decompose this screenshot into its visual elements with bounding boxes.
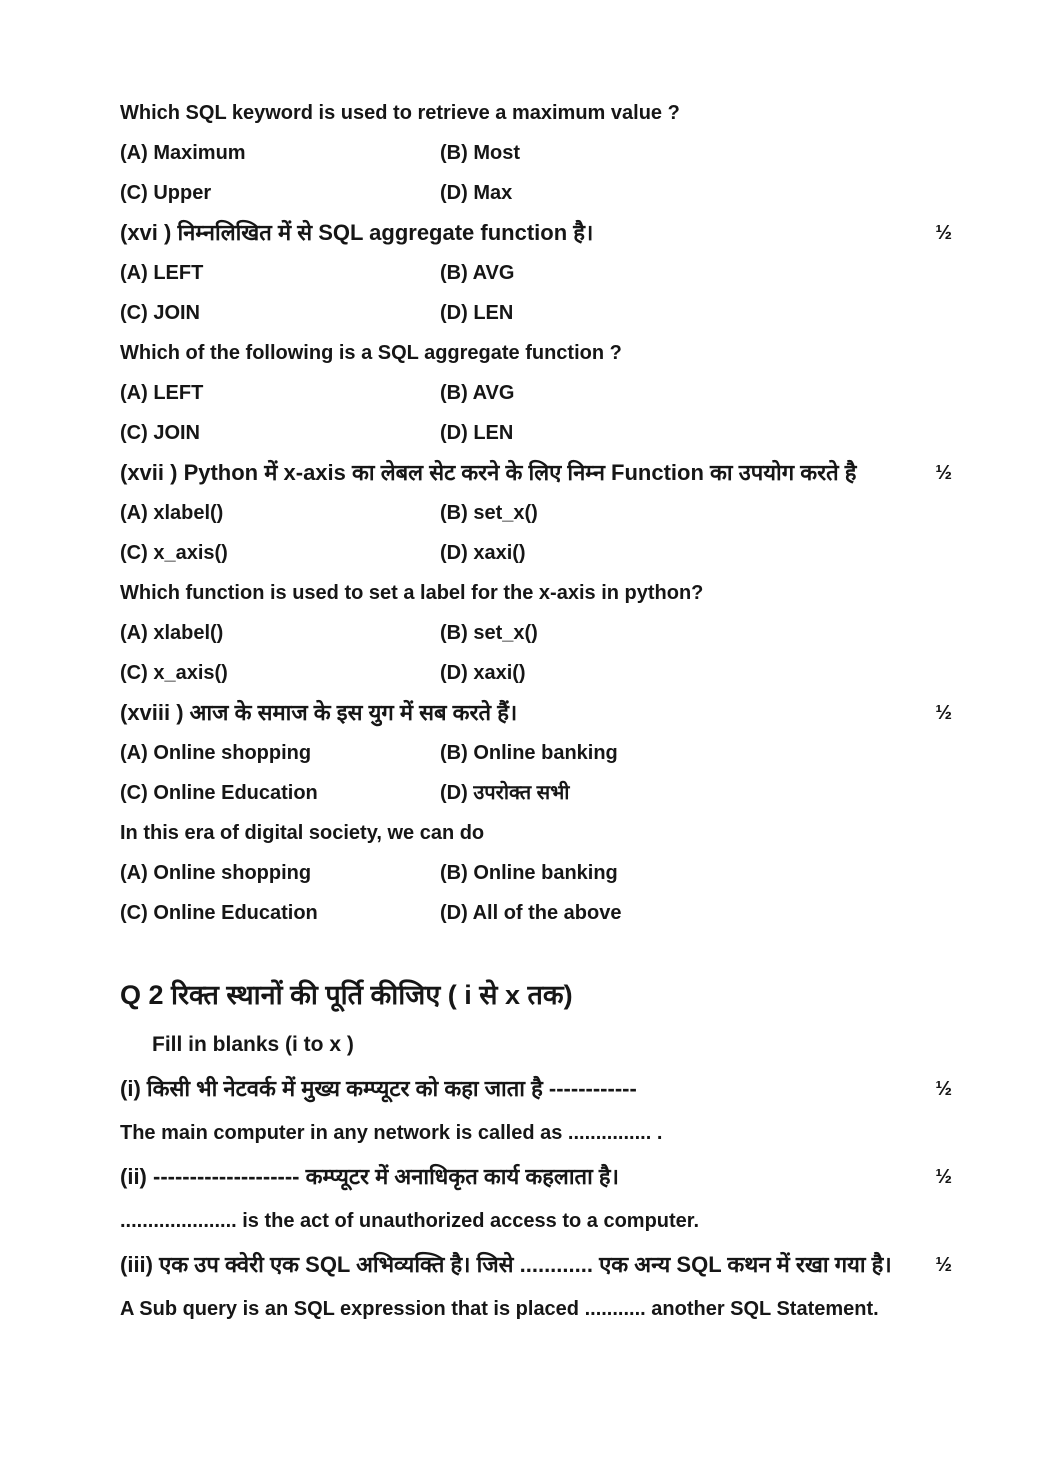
options-row <box>120 900 952 940</box>
fill-text-english: The main computer in any network is called as ............... . <box>120 1122 663 1144</box>
question-block-xvi-en <box>120 340 952 460</box>
marks-value: ½ <box>935 1166 952 1188</box>
option-d: (D) Max <box>440 182 513 204</box>
option-b: (B) Online banking <box>440 742 618 764</box>
fill-line-english <box>120 1296 952 1340</box>
option-d: (D) उपरोक्त सभी <box>440 782 570 804</box>
q2-section <box>120 978 952 1340</box>
marks-value: ½ <box>935 462 952 484</box>
options-row <box>120 860 952 900</box>
options-row <box>120 660 952 700</box>
fill-line-hindi <box>120 1164 952 1208</box>
options-row <box>120 500 952 540</box>
options-row <box>120 420 952 460</box>
option-a: (A) xlabel() <box>120 502 224 524</box>
question-block-xvii-en <box>120 580 952 700</box>
option-a: (A) Maximum <box>120 142 246 164</box>
option-b: (B) AVG <box>440 382 515 404</box>
option-a: (A) LEFT <box>120 262 204 284</box>
q2-subheading-text: Fill in blanks (i to x ) <box>152 1033 354 1056</box>
option-b: (B) AVG <box>440 262 515 284</box>
marks-value: ½ <box>935 222 952 244</box>
question-block-xviii-en <box>120 820 952 940</box>
option-c: (C) Upper <box>120 182 212 204</box>
option-c: (C) x_axis() <box>120 662 228 684</box>
question-line <box>120 820 952 860</box>
question-block-xvi-hi <box>120 220 952 340</box>
option-a: (A) xlabel() <box>120 622 224 644</box>
fill-item-i <box>120 1076 952 1164</box>
options-row <box>120 140 952 180</box>
marks-value: ½ <box>935 1254 952 1276</box>
options-row <box>120 620 952 660</box>
question-line <box>120 460 952 500</box>
option-b: (B) Online banking <box>440 862 618 884</box>
options-row <box>120 540 952 580</box>
question-prompt: Which function is used to set a label for the x-axis in python? <box>120 582 704 604</box>
q2-heading-hindi <box>120 978 952 1032</box>
option-d: (D) All of the above <box>440 902 622 924</box>
options-row <box>120 300 952 340</box>
q2-heading-english <box>120 1032 952 1076</box>
options-row <box>120 180 952 220</box>
fill-line-hindi <box>120 1076 952 1120</box>
fill-text-hindi: (ii) -------------------- कम्प्यूटर में अनाधिकृत कार्य कहलाता है। <box>120 1164 619 1189</box>
question-prompt: In this era of digital society, we can do <box>120 822 485 844</box>
fill-text-hindi: (i) किसी भी नेटवर्क में मुख्य कम्प्यूटर को कहा जाता है ------------ <box>120 1076 637 1101</box>
fill-text-hindi: (iii) एक उप क्वेरी एक SQL अभिव्यक्ति है। जिसे ............ एक अन्य SQL कथन में रखा गया है। <box>120 1252 892 1277</box>
options-row <box>120 740 952 780</box>
question-line <box>120 580 952 620</box>
option-d: (D) xaxi() <box>440 662 526 684</box>
question-prompt: (xvi ) निम्नलिखित में से SQL aggregate function है। <box>120 220 594 245</box>
exam-paper-page <box>120 100 952 1340</box>
option-c: (C) JOIN <box>120 302 200 324</box>
option-c: (C) Online Education <box>120 902 318 924</box>
fill-text-english: ..................... is the act of unauthorized access to a computer. <box>120 1210 700 1232</box>
option-d: (D) LEN <box>440 422 514 444</box>
option-a: (A) LEFT <box>120 382 204 404</box>
question-prompt: (xvii ) Python में x-axis का लेबल सेट करने के लिए निम्न Function का उपयोग करते है <box>120 460 857 485</box>
options-row <box>120 380 952 420</box>
option-b: (B) set_x() <box>440 622 538 644</box>
fill-text-english: A Sub query is an SQL expression that is placed ........... another SQL Statement. <box>120 1298 879 1320</box>
option-b: (B) Most <box>440 142 520 164</box>
fill-item-iii <box>120 1252 952 1340</box>
option-c: (C) JOIN <box>120 422 200 444</box>
fill-item-ii <box>120 1164 952 1252</box>
options-row <box>120 780 952 820</box>
option-c: (C) Online Education <box>120 782 318 804</box>
question-prompt: Which of the following is a SQL aggregate function ? <box>120 342 622 364</box>
option-d: (D) xaxi() <box>440 542 526 564</box>
question-line <box>120 100 952 140</box>
question-prompt: Which SQL keyword is used to retrieve a maximum value ? <box>120 102 680 124</box>
question-block-xvii-hi <box>120 460 952 580</box>
option-c: (C) x_axis() <box>120 542 228 564</box>
q2-heading-text: Q 2 रिक्त स्थानों की पूर्ति कीजिए ( i से x तक) <box>120 980 573 1010</box>
option-a: (A) Online shopping <box>120 862 312 884</box>
option-a: (A) Online shopping <box>120 742 312 764</box>
question-block-xv-en <box>120 100 952 220</box>
options-row <box>120 260 952 300</box>
question-line <box>120 340 952 380</box>
question-line <box>120 220 952 260</box>
option-b: (B) set_x() <box>440 502 538 524</box>
fill-line-english <box>120 1208 952 1252</box>
option-d: (D) LEN <box>440 302 514 324</box>
fill-line-english <box>120 1120 952 1164</box>
question-prompt: (xviii ) आज के समाज के इस युग में सब करते हैं। <box>120 700 518 725</box>
marks-value: ½ <box>935 1078 952 1100</box>
question-line <box>120 700 952 740</box>
question-block-xviii-hi <box>120 700 952 820</box>
fill-line-hindi <box>120 1252 952 1296</box>
marks-value: ½ <box>935 702 952 724</box>
